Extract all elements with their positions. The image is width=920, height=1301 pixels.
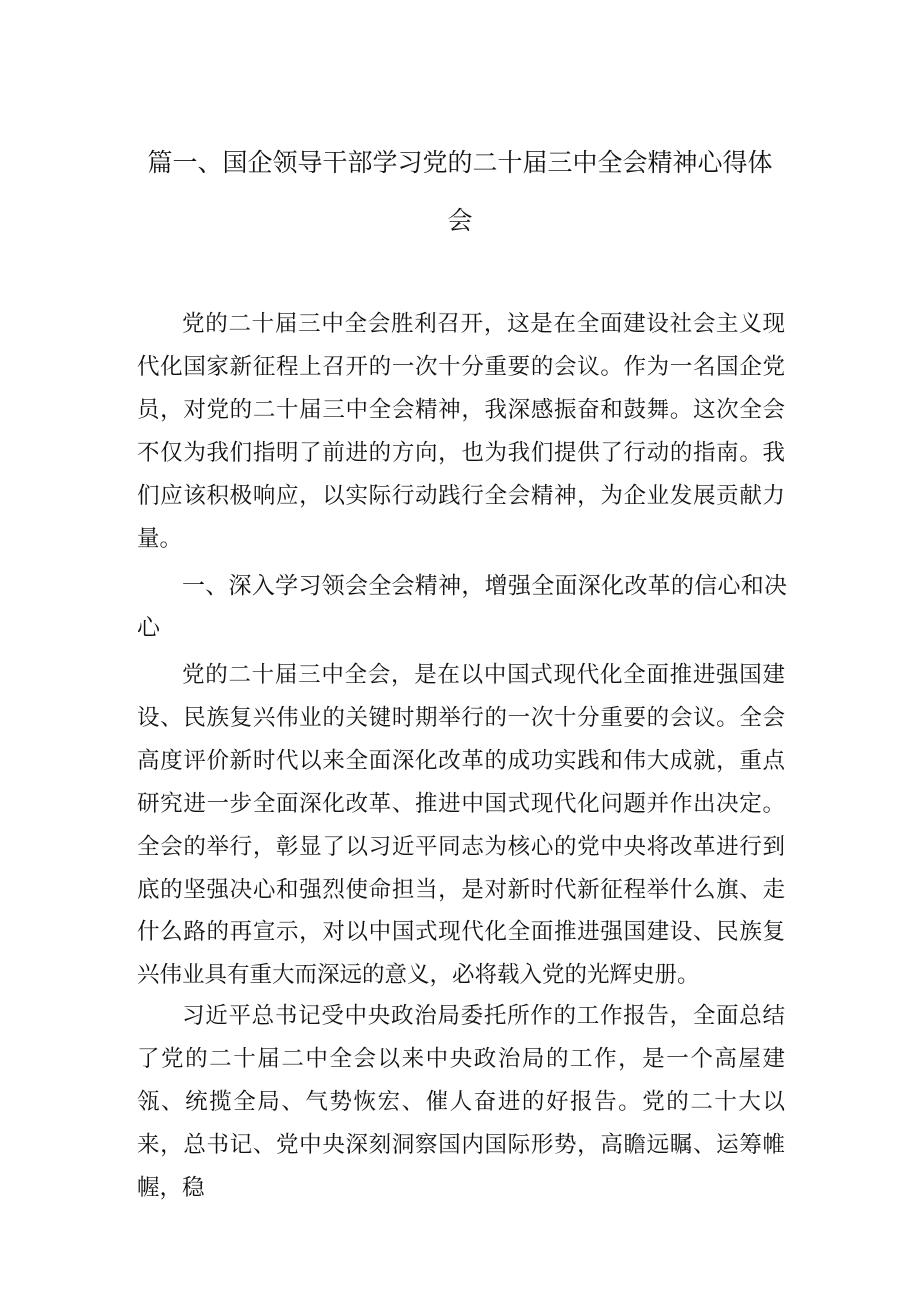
section-1-paragraph-1: 党的二十届三中全会，是在以中国式现代化全面推进强国建设、民族复兴伟业的关键时期举行的一次十分重要的会议。全会高度评价新时代以来全面深化改革的成功实践和伟大成就，重点研究进一步全面深化改革、推进中国式现代化问题并作出决定。全会的举行，彰显了以习近平同志为核心的党中央将改革进行到底的坚强决心和强烈使命担当，是对新时代新征程举什么旗、走什么路的再宣示，对以中国式现代化全面推进强国建设、民族复兴伟业具有重大而深远的意义，必将载入党的光辉史册。 xyxy=(137,662,785,989)
section-heading-1: 一、深入学习领会全会精神，增强全面深化改革的信心和决心 xyxy=(137,573,787,641)
intro-paragraph: 党的二十届三中全会胜利召开，这是在全面建设社会主义现代化国家新征程上召开的一次十分重要的会议。作为一名国企党员，对党的二十届三中全会精神，我深感振奋和鼓舞。这次全会不仅为我们指明了前进的方向，也为我们提供了行动的指南。我们应该积极响应，以实际行动践行全会精神，为企业发展贡献力量。 xyxy=(137,311,785,552)
section-1-paragraph-2: 习近平总书记受中央政治局委托所作的工作报告，全面总结了党的二十届二中全会以来中央政治局的工作，是一个高屋建瓴、统揽全局、气势恢宏、催人奋进的好报告。党的二十大以来，总书记、党中央深刻洞察国内国际形势，高瞻远瞩、运筹帷幄，稳 xyxy=(137,1003,785,1201)
document-title-line-1: 篇一、国企领导干部学习党的二十届三中全会精神心得体 xyxy=(147,148,773,177)
document-title-line-2: 会 xyxy=(447,206,473,235)
